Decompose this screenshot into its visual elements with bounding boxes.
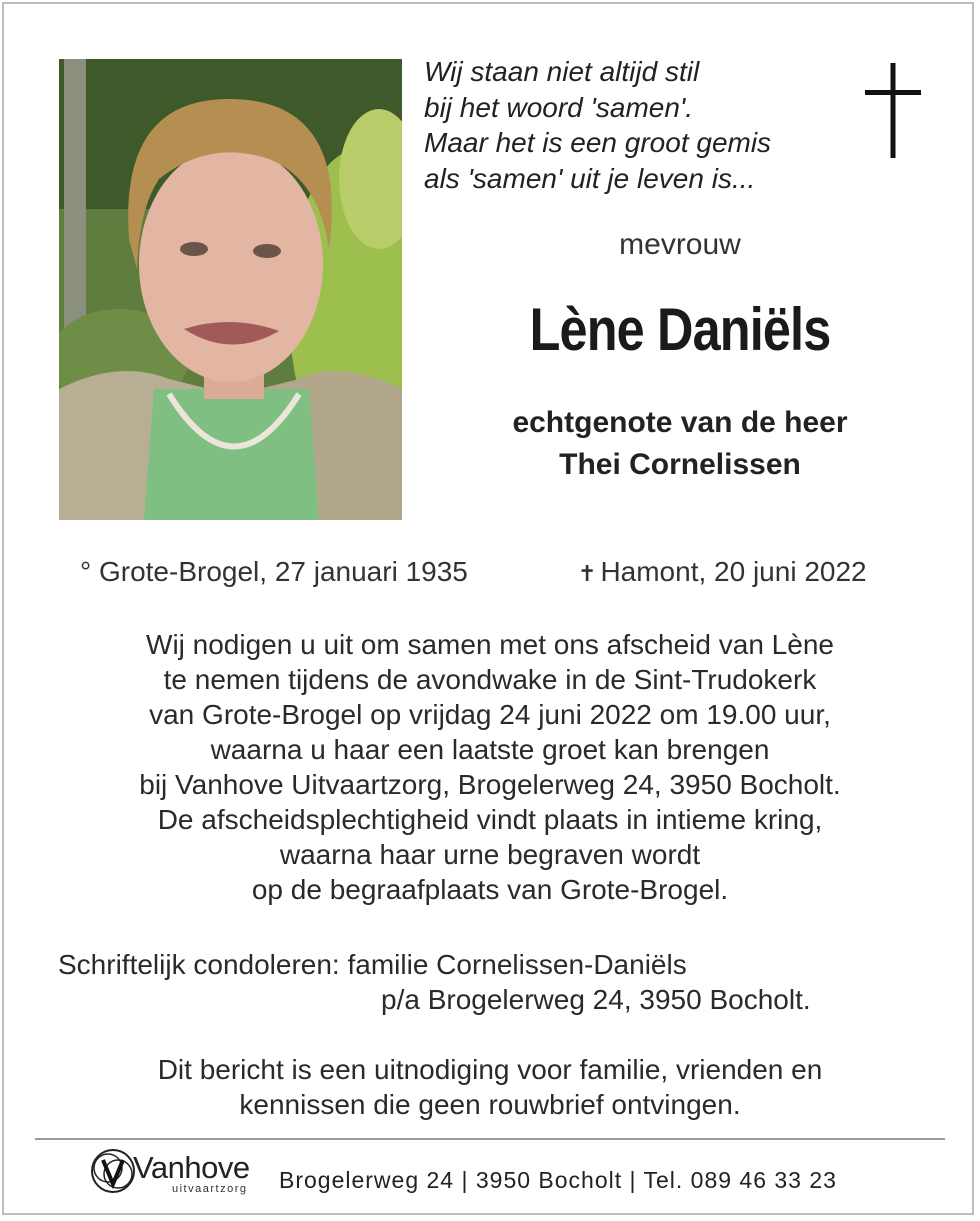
text-line: bij Vanhove Uitvaartzorg, Brogelerweg 24, 3950 Bocholt. — [139, 769, 841, 800]
poem-line: Wij staan niet altijd stil — [424, 56, 700, 87]
spouse-relation — [430, 402, 930, 486]
relation-line: echtgenote van de heer — [512, 406, 848, 439]
dagger-icon: ✝ — [578, 561, 597, 586]
cross-icon — [865, 63, 921, 158]
poem-line: bij het woord 'samen'. — [424, 91, 694, 123]
memorial-poem — [424, 54, 844, 196]
poem-line: Maar het is een groot gemis — [424, 127, 772, 158]
condolence-address — [58, 947, 811, 1017]
death-date: Hamont, 20 juni 2022 — [600, 556, 867, 587]
text-line: op de begraafplaats van Grote-Brogel. — [251, 874, 729, 905]
text-line: van Grote-Brogel op vrijdag 24 juni 2022 om 19.00 uur, — [149, 699, 831, 730]
condolence-line: p/a Brogelerweg 24, 3950 Bocholt. — [381, 984, 811, 1015]
spouse-name: Thei Cornelissen — [559, 448, 801, 481]
honorific: mevrouw — [619, 228, 741, 261]
notice-line: Dit bericht is een uitnodiging voor familie, vrienden en — [157, 1054, 823, 1085]
invitation-notice — [40, 1052, 940, 1122]
birth-date: ° Grote-Brogel, 27 januari 1935 — [80, 556, 468, 587]
footer-contact: Brogelerweg 24 | 3950 Bocholt | Tel. 089 46 33 23 — [279, 1167, 837, 1193]
text-line: te nemen tijdens de avondwake in de Sint-Trudokerk — [163, 664, 817, 695]
death-date-line — [578, 556, 867, 588]
deceased-name: Lène Daniëls — [529, 296, 831, 363]
condolence-line: Schriftelijk condoleren: familie Cornelissen-Daniëls — [58, 949, 687, 980]
vanhove-logo-icon — [88, 1146, 138, 1196]
text-line: De afscheidsplechtigheid vindt plaats in intieme kring, — [157, 804, 823, 835]
text-line: Wij nodigen u uit om samen met ons afscheid van Lène — [146, 629, 834, 660]
ceremony-text — [40, 627, 940, 907]
portrait-photo — [59, 59, 402, 520]
text-line: waarna haar urne begraven wordt — [279, 839, 701, 870]
text-line: waarna u haar een laatste groet kan brengen — [210, 734, 770, 765]
footer-divider — [35, 1138, 945, 1140]
notice-line: kennissen die geen rouwbrief ontvingen. — [239, 1089, 741, 1120]
logo-wordmark: Vanhove — [133, 1150, 250, 1185]
poem-line: als 'samen' uit je leven is... — [424, 162, 756, 194]
logo-subtitle: uitvaartzorg — [172, 1183, 248, 1195]
